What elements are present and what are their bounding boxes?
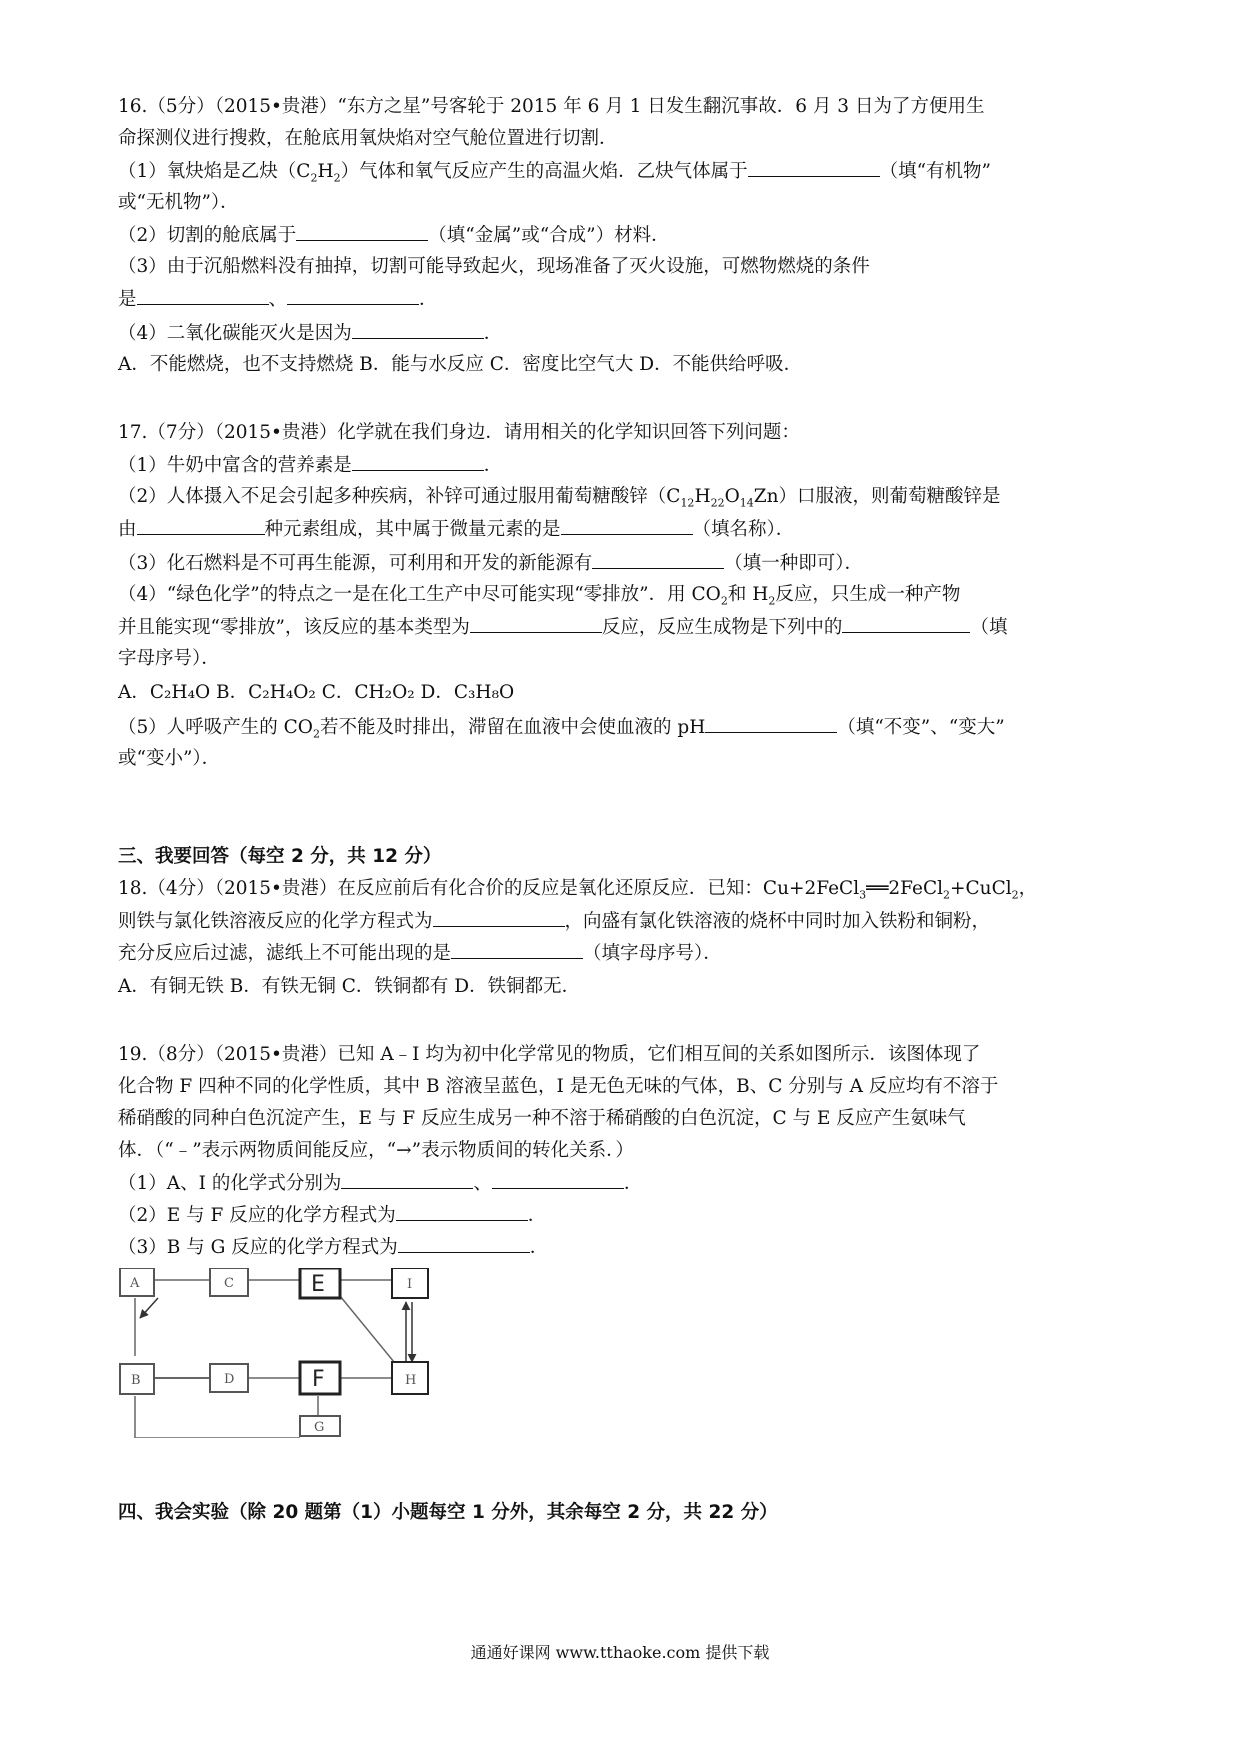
sub: 14 bbox=[739, 496, 754, 510]
text: 则铁与氯化铁溶液反应的化学方程式为 bbox=[118, 911, 433, 932]
node-i-label: I bbox=[407, 1277, 413, 1292]
q19-line4: 体．（“﹣”表示两物质间能反应，“→”表示物质间的转化关系．） bbox=[118, 1140, 634, 1161]
text: （填 bbox=[970, 617, 1008, 638]
sub: 2 bbox=[310, 171, 318, 185]
q17-line1: 17.（7分）（2015•贵港）化学就在我们身边．请用相关的化学知识回答下列问题： bbox=[118, 422, 800, 443]
q16-line1: 16.（5分）（2015•贵港）“东方之星”号客轮于 2015 年 6 月 1 日发生翻沉事故．6 月 3 日为了方便用生 bbox=[118, 96, 985, 117]
q16-options: A．不能燃烧，也不支持燃烧 B．能与水反应 C．密度比空气大 D．不能供给呼吸． bbox=[118, 354, 803, 375]
text: （填字母序号）． bbox=[583, 943, 722, 964]
answer-blank[interactable] bbox=[352, 318, 484, 339]
node-a-label: A bbox=[130, 1276, 140, 1291]
text: 由 bbox=[118, 519, 137, 540]
text: （2）切割的舱底属于 bbox=[118, 225, 297, 246]
q17-part3 bbox=[118, 548, 863, 579]
answer-blank[interactable] bbox=[396, 1200, 528, 1221]
q17-part4-cont2: 字母序号）． bbox=[118, 648, 220, 669]
node-g-label: G bbox=[314, 1420, 325, 1435]
text: （填名称）． bbox=[692, 519, 795, 540]
node-h-label: H bbox=[405, 1373, 417, 1388]
sub: 2 bbox=[768, 594, 776, 608]
arrow-a bbox=[140, 1298, 158, 1318]
text: 反应，反应生成物是下列中的 bbox=[601, 617, 843, 638]
text: （3）B 与 G 反应的化学方程式为 bbox=[118, 1237, 398, 1258]
answer-blank[interactable] bbox=[592, 548, 724, 569]
sub: 2 bbox=[720, 594, 728, 608]
text: 种元素组成，其中属于微量元素的是 bbox=[264, 519, 561, 540]
q18-line2 bbox=[118, 906, 990, 937]
answer-blank[interactable] bbox=[287, 284, 419, 305]
q19-line1: 19.（8分）（2015•贵港）已知 A﹣I 均为初中化学常见的物质，它们相互间的关系如图所示．该图体现了 bbox=[118, 1044, 981, 1065]
answer-blank[interactable] bbox=[705, 712, 837, 733]
answer-blank[interactable] bbox=[341, 1168, 473, 1189]
text: ）气体和氧气反应产生的高温火焰．乙炔气体属于 bbox=[340, 161, 748, 182]
text: ， bbox=[1018, 878, 1038, 899]
q17-options: A．C₂H₄O B．C₂H₄O₂ C．CH₂O₂ D．C₃H₈O bbox=[118, 682, 515, 703]
text: O bbox=[724, 486, 740, 507]
q16-part2 bbox=[118, 220, 670, 251]
section3-heading: 三、我要回答（每空 2 分，共 12 分） bbox=[118, 846, 442, 867]
text: （1）牛奶中富含的营养素是 bbox=[118, 455, 352, 476]
link-e-h bbox=[340, 1296, 394, 1362]
q16-part1 bbox=[118, 156, 991, 194]
text: Zn）口服液，则葡萄糖酸锌是 bbox=[753, 486, 1001, 507]
sub: 2 bbox=[333, 171, 341, 185]
q19-line3: 稀硝酸的同种白色沉淀产生，E 与 F 反应生成另一种不溶于稀硝酸的白色沉淀，C 与 E 反应产生氨味气 bbox=[118, 1108, 966, 1129]
answer-blank[interactable] bbox=[433, 906, 565, 927]
text: （5）人呼吸产生的 CO bbox=[118, 717, 313, 738]
answer-blank[interactable] bbox=[492, 1168, 624, 1189]
text: ． bbox=[529, 1237, 549, 1258]
q18-line3 bbox=[118, 938, 722, 969]
answer-blank[interactable] bbox=[296, 220, 428, 241]
node-b-label: B bbox=[131, 1373, 141, 1388]
section4-heading: 四、我会实验（除 20 题第（1）小题每空 1 分外，其余每空 2 分，共 22 分） bbox=[118, 1502, 778, 1523]
node-e-label: E bbox=[311, 1272, 325, 1297]
text: （1）A、I 的化学式分别为 bbox=[118, 1173, 342, 1194]
answer-blank[interactable] bbox=[137, 284, 269, 305]
text: ． bbox=[623, 1173, 643, 1194]
sub: 3 bbox=[859, 888, 867, 902]
q19-line2: 化合物 F 四种不同的化学性质，其中 B 溶液呈蓝色，I 是无色无味的气体，B、C 分别与 A 反应均有不溶于 bbox=[118, 1076, 999, 1097]
text: （3）化石燃料是不可再生能源，可利用和开发的新能源有 bbox=[118, 553, 593, 574]
text: （1）氧炔焰是乙炔（C bbox=[118, 161, 311, 182]
sub: 2 bbox=[1011, 888, 1019, 902]
answer-blank[interactable] bbox=[137, 514, 265, 535]
text: ． bbox=[527, 1205, 547, 1226]
text: 和 H bbox=[727, 584, 769, 605]
text: ． bbox=[419, 289, 438, 310]
q19-part2 bbox=[118, 1200, 546, 1231]
text: （4）二氧化碳能灭火是因为 bbox=[118, 323, 352, 344]
text: 是 bbox=[118, 289, 137, 310]
text: ，向盛有氯化铁溶液的烧杯中同时加入铁粉和铜粉， bbox=[564, 911, 991, 932]
q17-part1 bbox=[118, 450, 502, 481]
text: 18.（4分）（2015•贵港）在反应前后有化合价的反应是氧化还原反应．已知：Cu+2FeCl bbox=[118, 878, 860, 899]
text: 、 bbox=[268, 289, 288, 310]
text: （4）“绿色化学”的特点之一是在化工生产中尽可能实现“零排放”．用 CO bbox=[118, 584, 721, 605]
q17-part5-cont: 或“变小”）． bbox=[118, 748, 221, 769]
page-footer: 通通好课网 www.tthaoke.com 提供下载 bbox=[470, 1643, 770, 1662]
node-c-label: C bbox=[224, 1276, 234, 1291]
q19-part3 bbox=[118, 1232, 548, 1263]
text: ． bbox=[483, 455, 503, 476]
node-d-label: D bbox=[224, 1372, 235, 1387]
answer-blank[interactable] bbox=[352, 450, 484, 471]
q16-part3-cont bbox=[118, 284, 438, 315]
sub: 12 bbox=[680, 496, 695, 510]
text: 反应，只生成一种产物 bbox=[775, 584, 961, 605]
relation-diagram bbox=[118, 1268, 448, 1438]
text: +CuCl bbox=[950, 878, 1012, 899]
text: （填“不变”、“变大” bbox=[837, 717, 1005, 738]
sub: 2 bbox=[312, 727, 320, 741]
answer-blank[interactable] bbox=[842, 612, 970, 633]
sub: 22 bbox=[710, 496, 725, 510]
text: （2）E 与 F 反应的化学方程式为 bbox=[118, 1205, 396, 1226]
text: H bbox=[317, 161, 334, 182]
text: 、 bbox=[473, 1173, 492, 1194]
text: 并且能实现“零排放”，该反应的基本类型为 bbox=[118, 617, 470, 638]
text: 若不能及时排出，滞留在血液中会使血液的 pH bbox=[319, 717, 706, 738]
text: ══2FeCl bbox=[866, 878, 944, 899]
text: （填“有机物” bbox=[879, 161, 992, 182]
q18-options: A．有铜无铁 B．有铁无铜 C．铁铜都有 D．铁铜都无． bbox=[118, 976, 581, 997]
q16-part1-cont: 或“无机物”）． bbox=[118, 192, 239, 213]
text: H bbox=[694, 486, 711, 507]
node-f-label: F bbox=[312, 1367, 325, 1392]
answer-blank[interactable] bbox=[561, 514, 693, 535]
text: （填“金属”或“合成”）材料． bbox=[428, 225, 670, 246]
text: ． bbox=[483, 323, 503, 344]
link-b-g bbox=[135, 1396, 300, 1438]
q16-line2: 命探测仪进行搜救，在舱底用氧炔焰对空气舱位置进行切割． bbox=[118, 128, 618, 149]
answer-blank[interactable] bbox=[398, 1232, 530, 1253]
text: （填一种即可）． bbox=[724, 553, 864, 574]
text: （2）人体摄入不足会引起多种疾病，补锌可通过服用葡萄糖酸锌（C bbox=[118, 486, 681, 507]
q19-part1 bbox=[118, 1168, 642, 1199]
q16-part3: （3）由于沉船燃料没有抽掉，切割可能导致起火，现场准备了灭火设施，可燃物燃烧的条件 bbox=[118, 256, 870, 277]
q17-part2-cont bbox=[118, 514, 794, 545]
answer-blank[interactable] bbox=[470, 612, 602, 633]
answer-blank[interactable] bbox=[451, 938, 583, 959]
text: 充分反应后过滤，滤纸上不可能出现的是 bbox=[118, 943, 452, 964]
q16-part4 bbox=[118, 318, 502, 349]
q17-part4-cont bbox=[118, 612, 1007, 643]
answer-blank[interactable] bbox=[748, 156, 880, 177]
sub: 2 bbox=[943, 888, 951, 902]
q17-part5 bbox=[118, 712, 1005, 750]
